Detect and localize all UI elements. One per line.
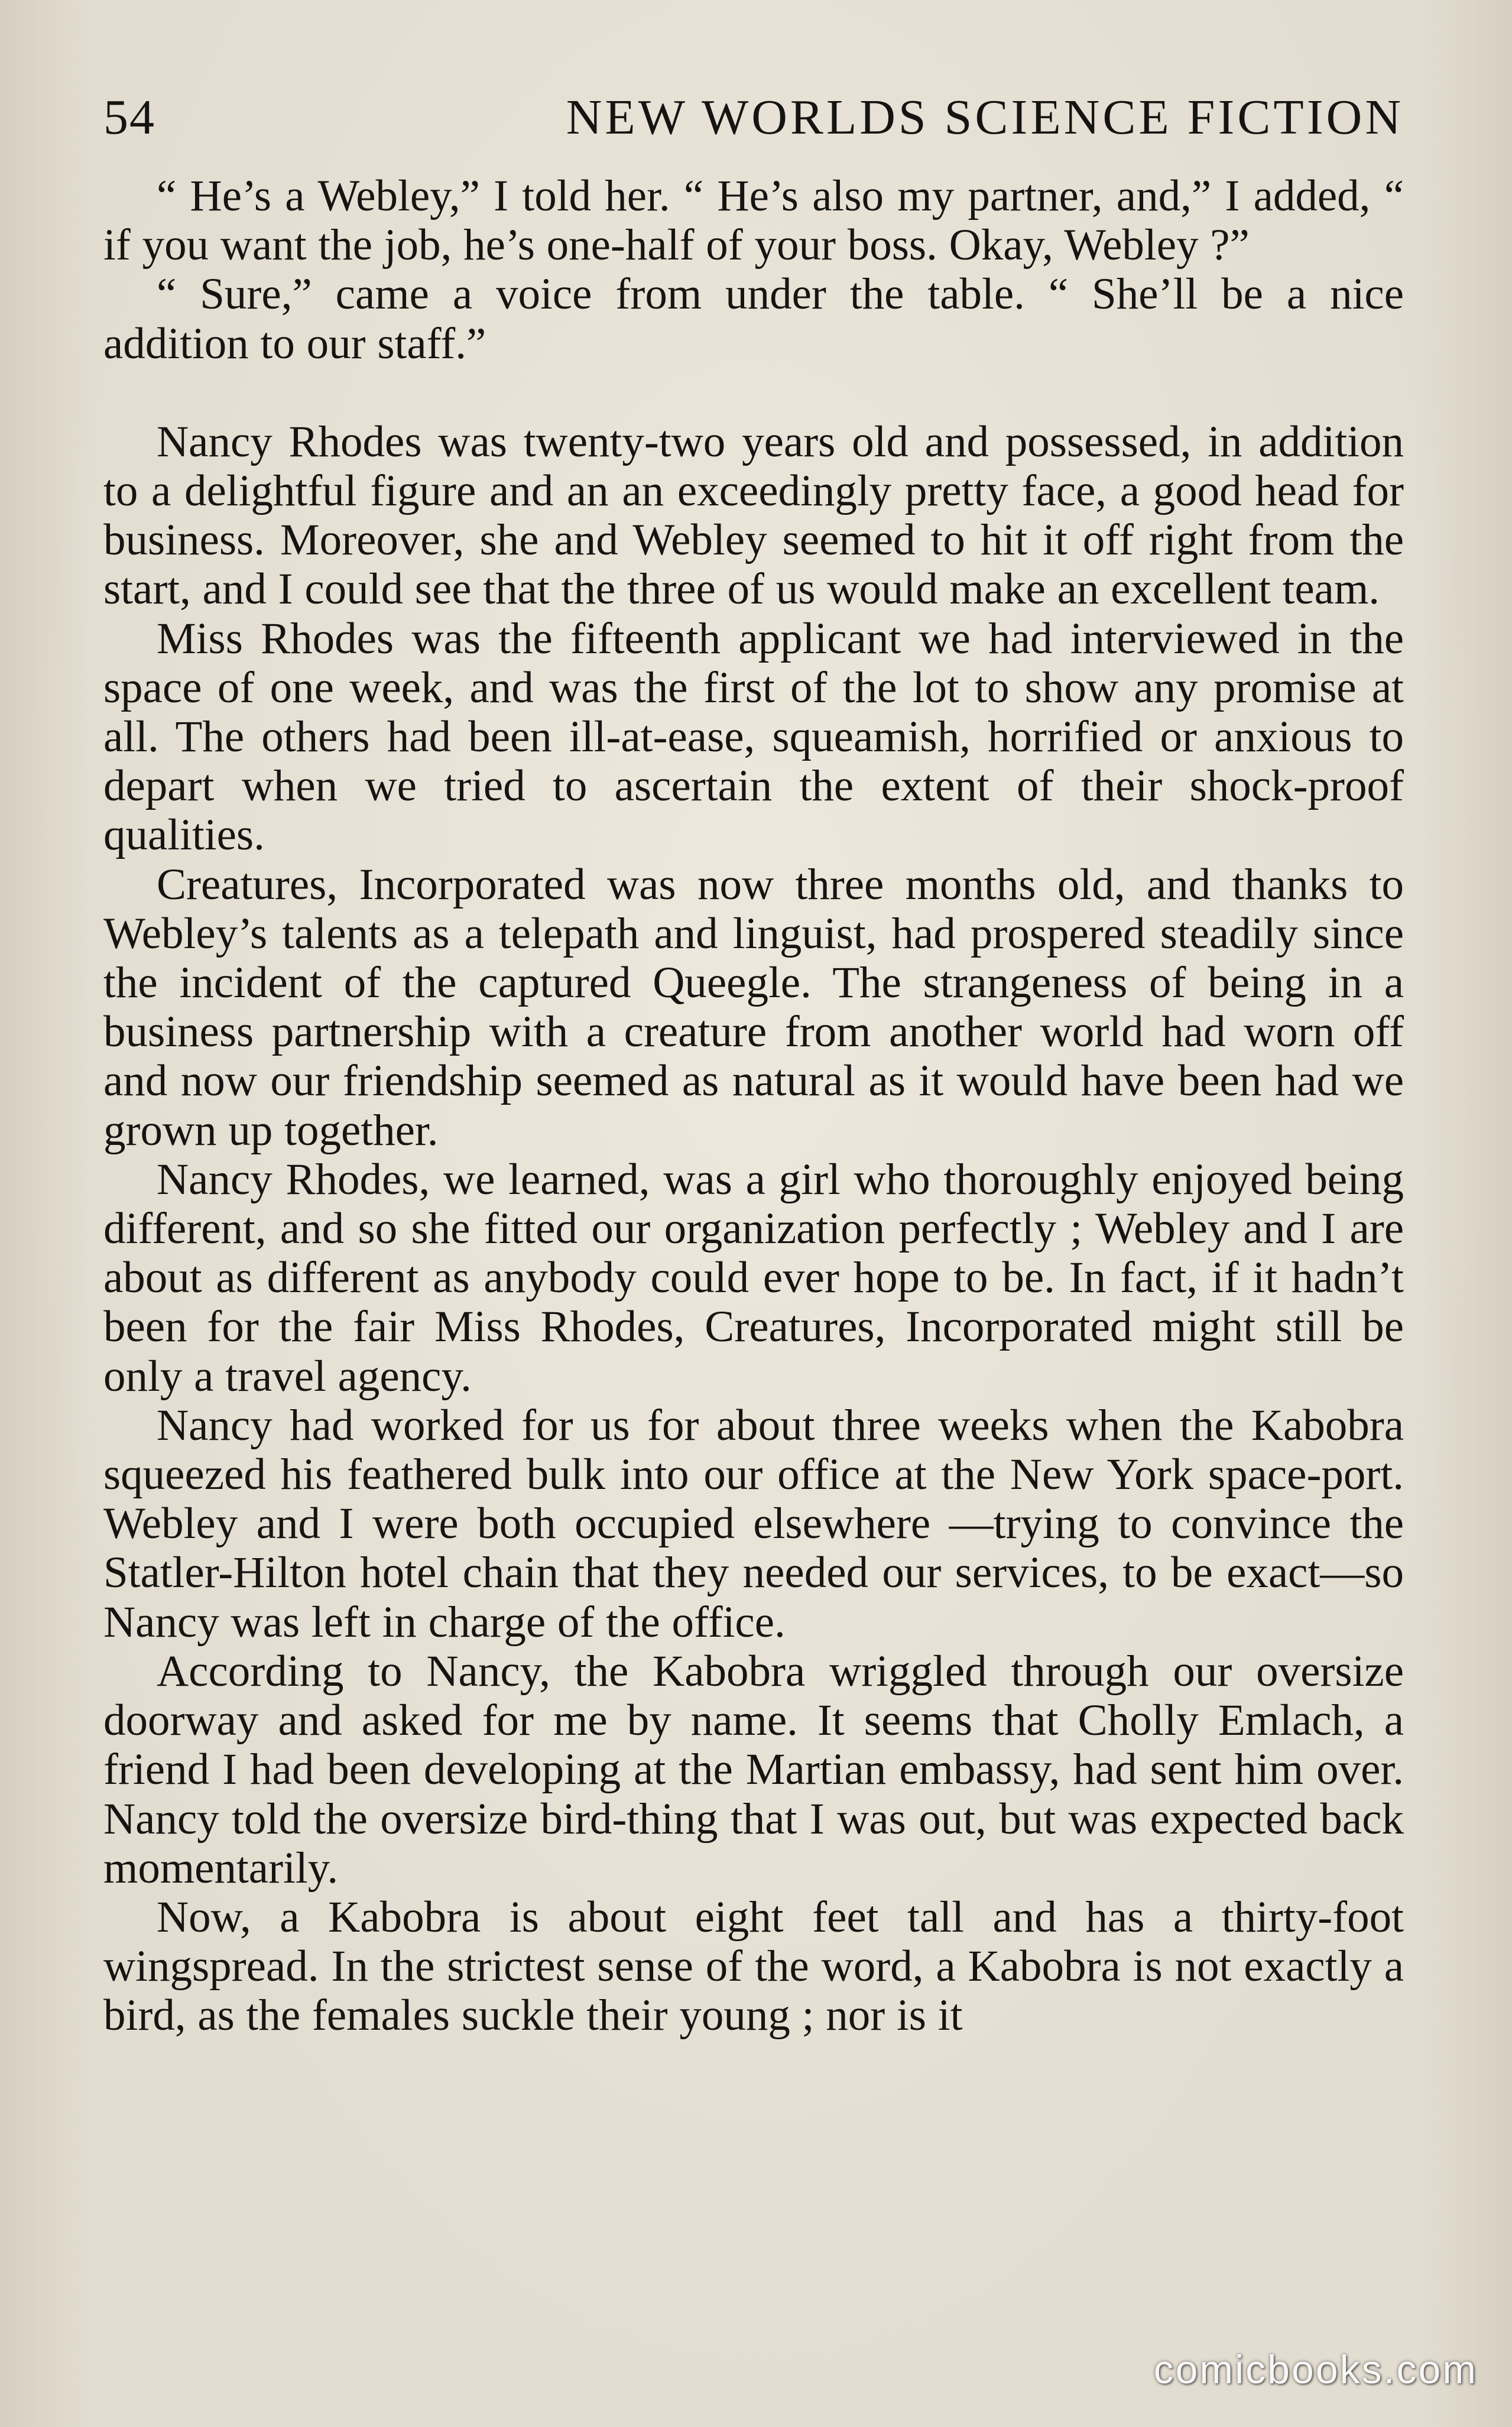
body-text	[103, 171, 1404, 2040]
paragraph: Nancy Rhodes, we learned, was a girl who thoroughly enjoyed being different, and so she fitted our organization perfectly ; Webley and I are about as different as anybody could ever hope to be. In fact, if it hadn’t been for the fair Miss Rhodes, Creatures, Incorporated might still be only a travel agency.	[103, 1154, 1404, 1401]
paragraph: “ Sure,” came a voice from under the table. “ She’ll be a nice addition to our staff.”	[103, 270, 1404, 368]
paragraph: Nancy Rhodes was twenty-two years old and possessed, in addition to a delightful figure and an an exceedingly pretty face, a good head for business. Moreover, she and Webley seemed to hit it off right from the start, and I could see that the three of us would make an excellent team.	[103, 417, 1404, 614]
paragraph: Nancy had worked for us for about three weeks when the Kabobra squeezed his feathered bulk into our office at the New York space-port. Webley and I were both occupied elsewhere —trying to convince the Statler-Hilton hotel chain that they needed our services, to be exact—so Nancy was left in charge of the office.	[103, 1400, 1404, 1647]
section-break	[103, 368, 1404, 417]
running-title: NEW WORLDS SCIENCE FICTION	[566, 90, 1404, 145]
page-number: 54	[103, 90, 155, 145]
paragraph: According to Nancy, the Kabobra wriggled through our oversize doorway and asked for me by name. It seems that Cholly Emlach, a friend I had been developing at the Martian embassy, had sent him over. Nancy told the oversize bird-thing that I was out, but was expected back momentarily.	[103, 1646, 1404, 1893]
paragraph: “ He’s a Webley,” I told her. “ He’s also my partner, and,” I added, “ if you want the job, he’s one-half of your boss. Okay, Webley ?”	[103, 171, 1404, 270]
book-page	[103, 89, 1404, 2335]
watermark: comicbooks.com	[1153, 2347, 1478, 2392]
paragraph: Creatures, Incorporated was now three months old, and thanks to Webley’s talents as a telepath and linguist, had prospered steadily since the incident of the captured Queegle. The strangeness of being in a business partnership with a creature from another world had worn off and now our friendship seemed as natural as it would have been had we grown up together.	[103, 859, 1404, 1155]
paragraph: Now, a Kabobra is about eight feet tall and has a thirty-foot wingspread. In the strictest sense of the word, a Kabobra is not exactly a bird, as the females suckle their young ; nor is it	[103, 1892, 1404, 2040]
paragraph: Miss Rhodes was the fifteenth applicant we had interviewed in the space of one week, and was the first of the lot to show any promise at all. The others had been ill-at-ease, squeamish, horrified or anxious to depart when we tried to ascertain the extent of their shock-proof qualities.	[103, 614, 1404, 860]
running-head	[103, 89, 1404, 154]
